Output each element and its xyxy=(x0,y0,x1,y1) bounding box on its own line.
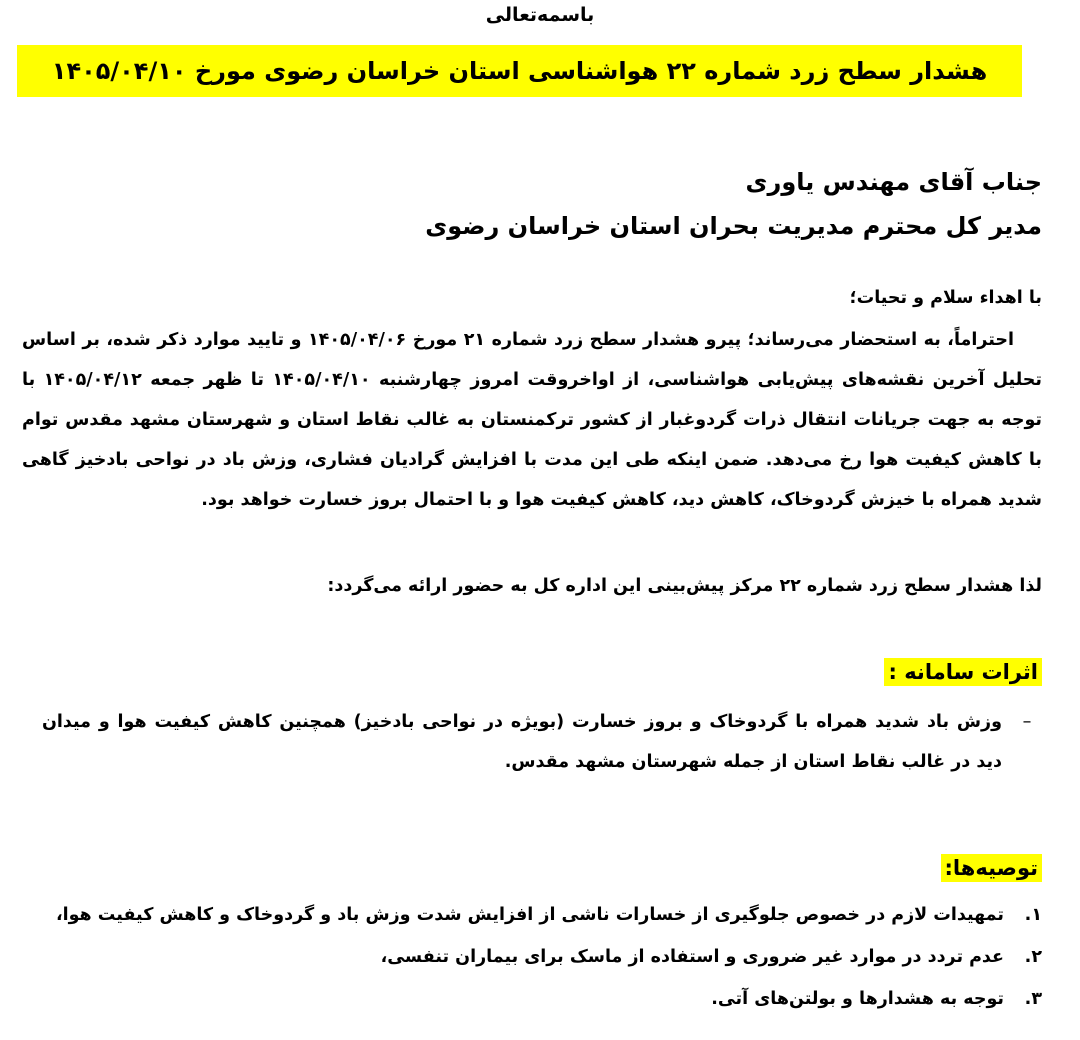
item-text: تمهیدات لازم در خصوص جلوگیری از خسارات ناشی از افزایش شدت وزش باد و گردوخاک و کاهش کیفیت هوا، xyxy=(55,905,1004,925)
item-number: ۳. xyxy=(1024,989,1042,1009)
title-banner xyxy=(17,45,1022,97)
addressee-name: جناب آقای مهندس یاوری xyxy=(745,168,1042,196)
list-item xyxy=(22,894,1042,936)
list-item xyxy=(22,936,1042,978)
item-number: ۲. xyxy=(1024,947,1042,967)
addressee-title: مدیر کل محترم مدیریت بحران استان خراسان رضوی xyxy=(425,212,1042,240)
greeting-line: با اهداء سلام و تحیات؛ xyxy=(849,288,1042,308)
impact-item xyxy=(42,702,1042,782)
recommendations-heading: توصیه‌ها: xyxy=(941,854,1043,882)
banner-title: هشدار سطح زرد شماره ۲۲ هواشناسی استان خراسان رضوی مورخ ۱۴۰۵/۰۴/۱۰ xyxy=(51,57,988,85)
closing-line: لذا هشدار سطح زرد شماره ۲۲ مرکز پیش‌بینی این اداره کل به حضور ارائه می‌گردد: xyxy=(327,576,1042,596)
item-text: عدم تردد در موارد غیر ضروری و استفاده از ماسک برای بیماران تنفسی، xyxy=(380,947,1004,967)
list-item xyxy=(22,978,1042,1020)
body-paragraph: احتراماً، به استحضار می‌رساند؛ پیرو هشدار سطح زرد شماره ۲۱ مورخ ۱۴۰۵/۰۴/۰۶ و تایید موارد ذکر شده، بر اساس تحلیل آخرین نقشه‌های پیش‌یابی هواشناسی، از اواخروقت امروز چهارشنبه ۱۴۰۵/۰۴/۱۰ تا ظهر جمعه ۱۴۰۵/۰۴/۱۲ با توجه به جهت جریانات انتقال ذرات گردوغبار از کشور ترکمنستان به غالب نقاط استان و شهرستان مشهد مقدس توام با کاهش کیفیت هوا رخ می‌دهد. ضمن اینکه طی این مدت با افزایش گرادیان فشاری، وزش باد در نواحی بادخیز گاهی شدید همراه با خیزش گردوخاک، کاهش دید، کاهش کیفیت هوا و با احتمال بروز خسارت خواهد بود. xyxy=(22,330,1042,510)
impact-text: وزش باد شدید همراه با گردوخاک و بروز خسارت (بویژه در نواحی بادخیز) همچنین کاهش کیفیت هوا و میدان دید در غالب نقاط استان از جمله شهرستان مشهد مقدس. xyxy=(42,712,1002,772)
letter-body xyxy=(22,320,1042,520)
addressee-block xyxy=(425,160,1042,248)
item-text: توجه به هشدارها و بولتن‌های آتی. xyxy=(711,989,1004,1009)
basmala-heading: باسمه‌تعالی xyxy=(485,4,595,26)
item-number: ۱. xyxy=(1024,905,1042,925)
dash-bullet: – xyxy=(1022,712,1032,732)
impacts-heading: اثرات سامانه : xyxy=(884,658,1042,686)
recommendations-list xyxy=(22,894,1042,1020)
